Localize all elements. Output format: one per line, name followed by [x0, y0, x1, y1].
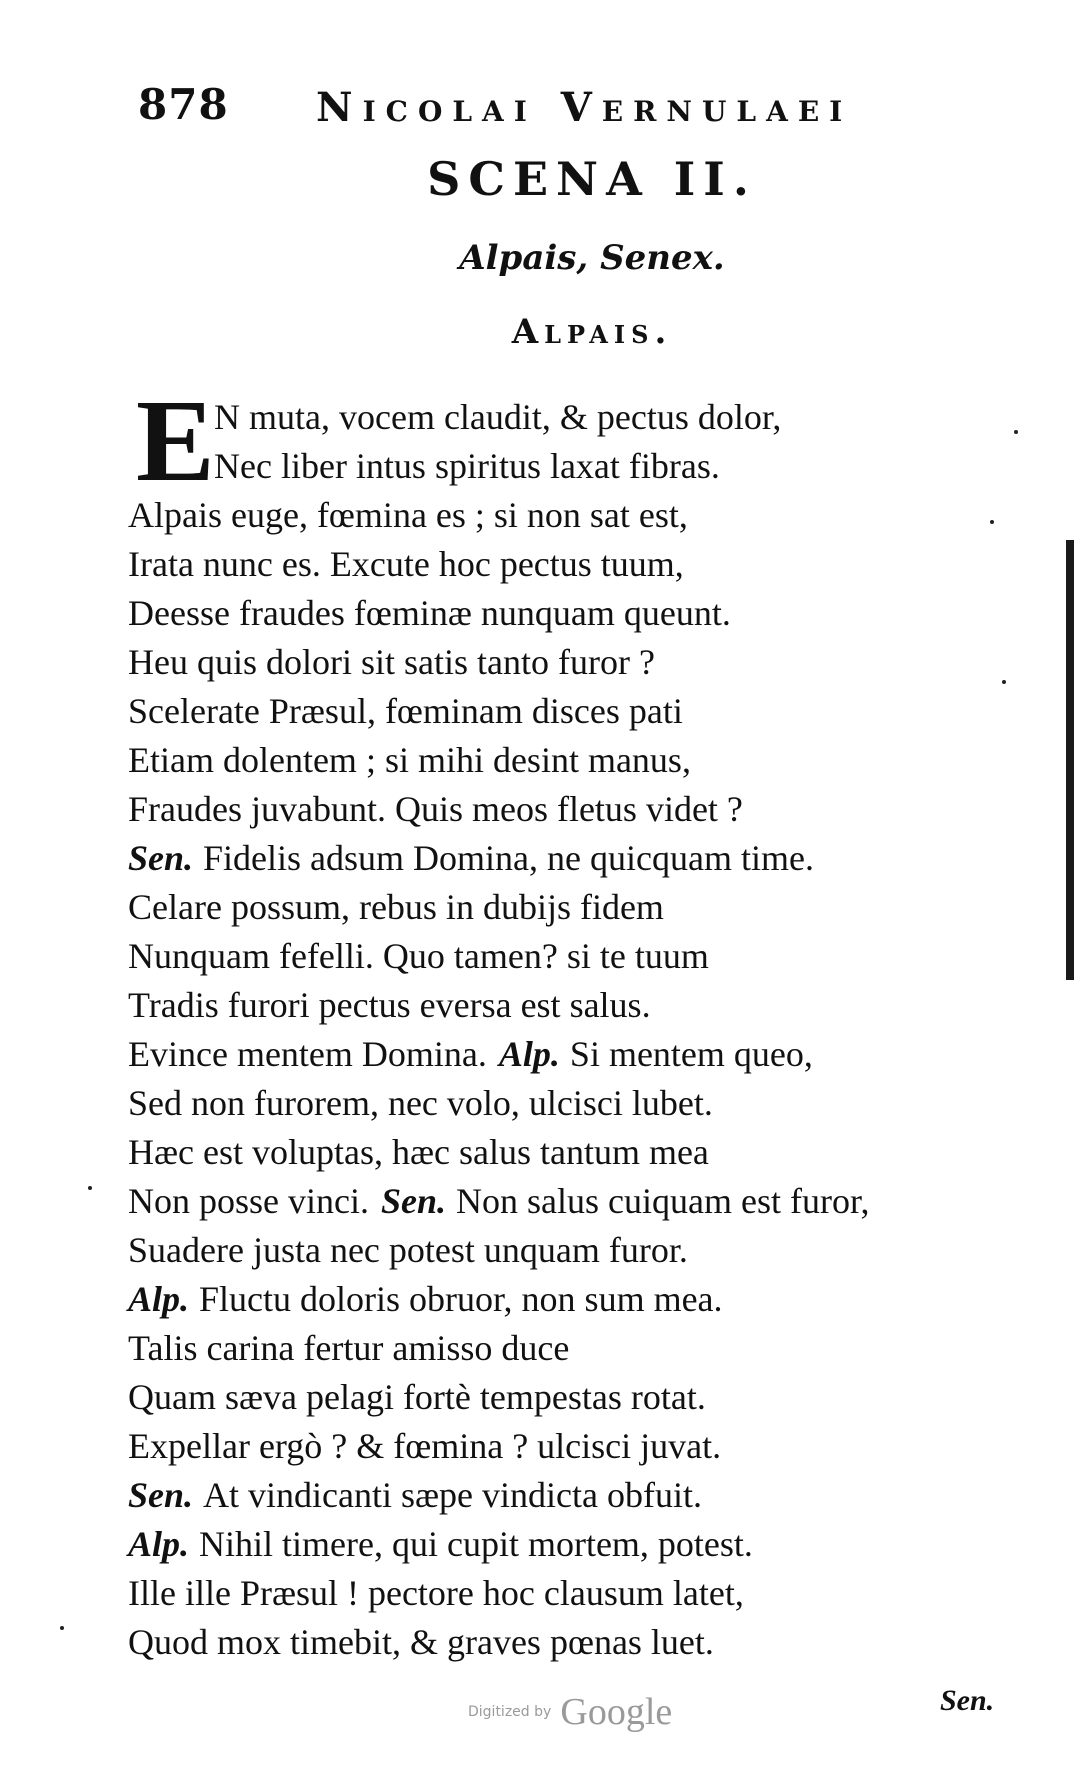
catchword: Sen.	[940, 1684, 995, 1717]
verse-line	[128, 540, 1008, 589]
watermark-prefix: Digitized by	[468, 1704, 552, 1720]
verse-line	[128, 1373, 1008, 1422]
verse-text: Evince mentem Domina.	[128, 1034, 487, 1074]
verse-text: At vindicanti sæpe vindicta obfuit.	[203, 1475, 702, 1515]
verse-text: Heu quis dolori sit satis tanto furor ?	[128, 642, 655, 682]
verse-text: Nunquam fefelli. Quo tamen? si te tuum	[128, 936, 709, 976]
verse-line	[128, 393, 1008, 442]
verse-line	[128, 1128, 1008, 1177]
speaker-label: Sen.	[380, 1181, 447, 1221]
scan-speck	[88, 1186, 92, 1190]
verse-text: Quam sæva pelagi fortè tempestas rotat.	[128, 1377, 706, 1417]
verse-line	[128, 785, 1008, 834]
scan-speck	[1014, 430, 1018, 434]
verse-block	[128, 375, 1008, 1667]
verse-text: Deesse fraudes fœminæ nunquam queunt.	[128, 593, 731, 633]
verse-line	[128, 1324, 1008, 1373]
verse-line	[128, 883, 1008, 932]
page-header	[138, 80, 938, 140]
scan-edge	[1066, 540, 1074, 980]
verse-line	[128, 687, 1008, 736]
dramatis-personae: Alpais, Senex.	[459, 238, 725, 278]
verse-text: Nihil timere, qui cupit mortem, potest.	[199, 1524, 753, 1564]
verse-text: Scelerate Præsul, fœminam disces pati	[128, 691, 683, 731]
running-head: Nicolai Vernulaei	[316, 84, 853, 131]
verse-text: Sed non furorem, nec volo, ulcisci lubet.	[128, 1083, 713, 1123]
google-logo: Google	[560, 1691, 673, 1733]
verse-text: Fraudes juvabunt. Quis meos fletus videt ?	[128, 789, 743, 829]
verse-text: Non salus cuiquam est furor,	[456, 1181, 870, 1221]
verse-text: Fidelis adsum Domina, ne quicquam time.	[203, 838, 814, 878]
page-number: 878	[138, 80, 229, 129]
speaker-heading: Alpais.	[511, 312, 673, 352]
verse-text: Tradis furori pectus eversa est salus.	[128, 985, 651, 1025]
verse-text: Expellar ergò ? & fœmina ? ulcisci juvat.	[128, 1426, 722, 1466]
digitized-watermark	[468, 1690, 672, 1734]
verse-line	[128, 1079, 1008, 1128]
verse-lines	[128, 375, 1008, 1667]
scan-speck	[60, 1626, 64, 1630]
drop-cap: E	[136, 375, 215, 506]
verse-line	[128, 1030, 1008, 1079]
verse-line	[128, 442, 1008, 491]
verse-line	[128, 981, 1008, 1030]
speaker-label: Sen.	[128, 1475, 194, 1515]
verse-text: Ille ille Præsul ! pectore hoc clausum latet,	[128, 1573, 744, 1613]
verse-line	[128, 589, 1008, 638]
verse-line	[128, 932, 1008, 981]
verse-text: Etiam dolentem ; si mihi desint manus,	[128, 740, 691, 780]
speaker-label: Alp.	[128, 1524, 190, 1564]
speaker-label: Sen.	[128, 838, 194, 878]
verse-text: Talis carina fertur amisso duce	[128, 1328, 570, 1368]
verse-line	[128, 638, 1008, 687]
verse-text: Celare possum, rebus in dubijs fidem	[128, 887, 664, 927]
verse-line	[128, 1422, 1008, 1471]
scene-title: SCENA II.	[427, 152, 757, 206]
verse-line	[128, 491, 1008, 540]
verse-text: N muta, vocem claudit, & pectus dolor,	[214, 397, 782, 437]
speaker-label: Alp.	[128, 1279, 190, 1319]
verse-line	[128, 1275, 1008, 1324]
verse-text: Irata nunc es. Excute hoc pectus tuum,	[128, 544, 684, 584]
verse-line	[128, 834, 1008, 883]
verse-line	[128, 1618, 1008, 1667]
verse-text: Suadere justa nec potest unquam furor.	[128, 1230, 688, 1270]
verse-line	[128, 1226, 1008, 1275]
verse-line	[128, 1471, 1008, 1520]
scan-speck	[1002, 680, 1006, 684]
verse-text: Hæc est voluptas, hæc salus tantum mea	[128, 1132, 709, 1172]
verse-text: Alpais euge, fœmina es ; si non sat est,	[128, 495, 688, 535]
verse-text: Si mentem queo,	[569, 1034, 813, 1074]
verse-text: Quod mox timebit, & graves pœnas luet.	[128, 1622, 714, 1662]
verse-line	[128, 1569, 1008, 1618]
verse-line	[128, 1177, 1008, 1226]
verse-line	[128, 1520, 1008, 1569]
verse-text: Fluctu doloris obruor, non sum mea.	[199, 1279, 723, 1319]
verse-text: Nec liber intus spiritus laxat fibras.	[214, 446, 720, 486]
verse-text: Non posse vinci.	[128, 1181, 369, 1221]
speaker-label: Alp.	[498, 1034, 560, 1074]
verse-line	[128, 736, 1008, 785]
scan-speck	[990, 520, 994, 524]
